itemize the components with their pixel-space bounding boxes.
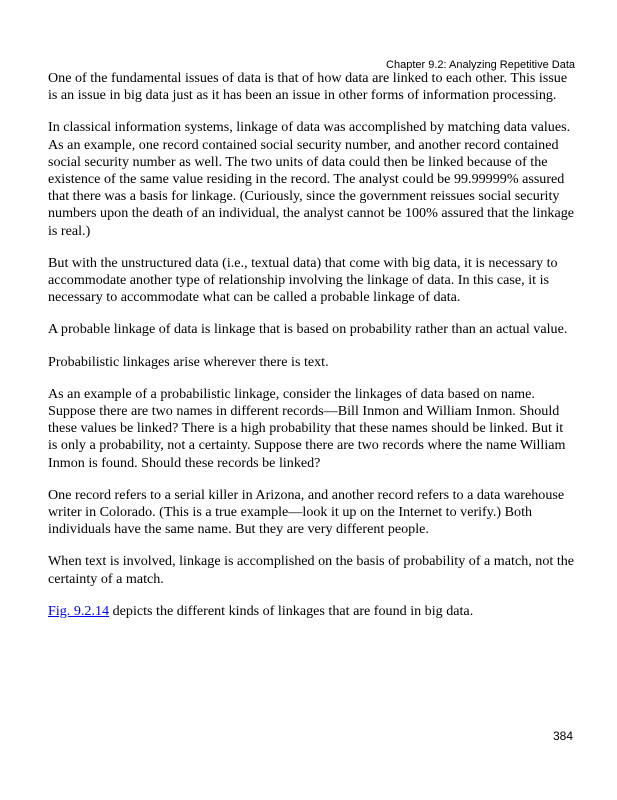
paragraph-3: But with the unstructured data (i.e., textual data) that come with big data, it is necessary to accommodate another type of relationship involving the linkage of data. In this case, it is necessary to accommodate what can be called a probable linkage of data.	[48, 254, 558, 306]
closing-text: depicts the different kinds of linkages that are found in big data.	[109, 602, 474, 619]
paragraph-4: A probable linkage of data is linkage that is based on probability rather than an actual value.	[48, 321, 568, 338]
paragraph-5: Probabilistic linkages arise wherever there is text.	[48, 353, 329, 370]
page-number: 384	[552, 729, 573, 743]
figure-link[interactable]: Fig. 9.2.14	[48, 602, 110, 619]
body-text	[48, 70, 576, 635]
running-header: Chapter 9.2: Analyzing Repetitive Data	[386, 59, 575, 71]
paragraph-9	[48, 603, 576, 620]
paragraph-8: When text is involved, linkage is accomplished on the basis of probability of a match, not the certainty of a match.	[48, 553, 575, 587]
paragraph-1: One of the fundamental issues of data is that of how data are linked to each other. This issue is an issue in big data just as it has been an issue in other forms of information processing.	[48, 70, 568, 104]
paragraph-7: One record refers to a serial killer in Arizona, and another record refers to a data warehouse writer in Colorado. (This is a true example—look it up on the Internet to verify.) Both individuals have the same name. But they are very different people.	[48, 486, 565, 538]
paragraph-2: In classical information systems, linkage of data was accomplished by matching data values. As an example, one record contained social security number, and another record contained social security number as well. The two units of data could then be linked because of the existence of the same value residing in the record. The analyst could be 99.99999% assured that there was a basis for linkage. (Curiously, since the government reissues social security numbers upon the death of an individual, the analyst cannot be 100% assured that the linkage is real.)	[48, 119, 575, 239]
paragraph-6: As an example of a probabilistic linkage, consider the linkages of data based on name. Suppose there are two names in different records—Bill Inmon and William Inmon. Should these values be linked? There is a high probability that these names should be linked. But it is only a probability, not a certainty. Suppose there are two records where the name William Inmon is found. Should these records be linked?	[48, 385, 566, 471]
